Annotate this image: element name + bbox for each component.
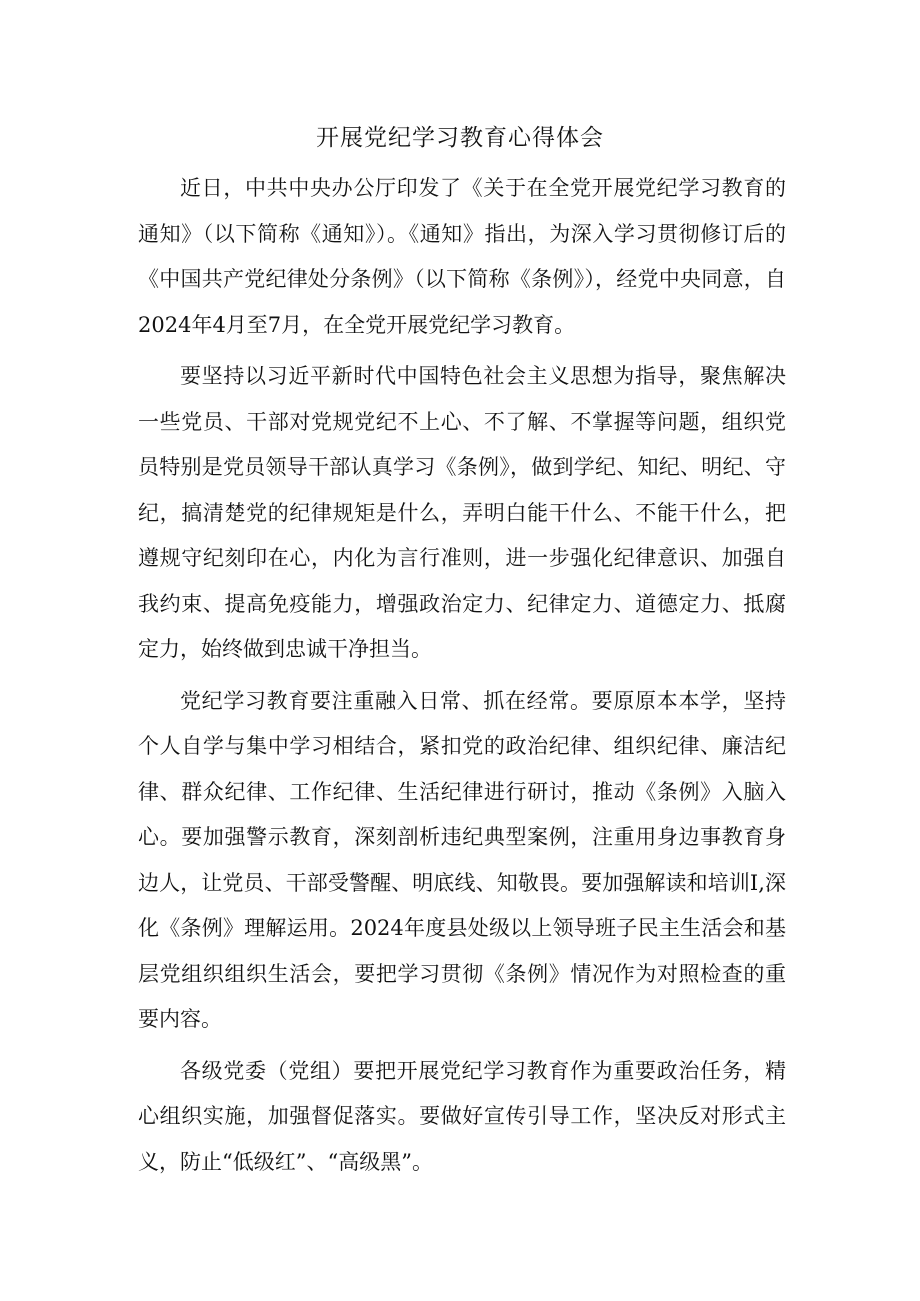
paragraph-4: 各级党委（党组）要把开展党纪学习教育作为重要政治任务，精心组织实施，加强督促落实。要做好宣传引导工作，坚决反对形式主义，防止“低级红”、“高级黑”。	[138, 1058, 786, 1174]
document-body	[138, 166, 786, 1191]
paragraph-2: 要坚持以习近平新时代中国特色社会主义思想为指导，聚焦解决一些党员、干部对党规党纪不上心、不了解、不掌握等问题，组织党员特别是党员领导干部认真学习《条例》，做到学纪、知纪、明纪、守纪，搞清楚党的纪律规矩是什么，弄明白能干什么、不能干什么，把遵规守纪刻印在心，内化为言行准则，进一步强化纪律意识、加强自我约束、提高免疫能力，增强政治定力、纪律定力、道德定力、抵腐定力，始终做到忠诚干净担当。	[138, 364, 786, 661]
paragraph-3: 党纪学习教育要注重融入日常、抓在经常。要原原本本学，坚持个人自学与集中学习相结合，紧扣党的政治纪律、组织纪律、廉洁纪律、群众纪律、工作纪律、生活纪律进行研讨，推动《条例》入脑入心。要加强警示教育，深刻剖析违纪典型案例，注重用身边事教育身边人，让党员、干部受警醒、明底线、知敬畏。要加强解读和培训I,深化《条例》理解运用。2024年度县处级以上领导班子民主生活会和基层党组织组织生活会，要把学习贯彻《条例》情况作为对照检查的重要内容。	[138, 688, 786, 1031]
document-title: 开展党纪学习教育心得体会	[316, 125, 604, 151]
paragraph-1: 近日，中共中央办公厅印发了《关于在全党开展党纪学习教育的通知》（以下简称《通知》）。《通知》指出，为深入学习贯彻修订后的《中国共产党纪律处分条例》（以下简称《条例》），经党中央同意，自2024年4月至7月，在全党开展党纪学习教育。	[138, 176, 786, 337]
